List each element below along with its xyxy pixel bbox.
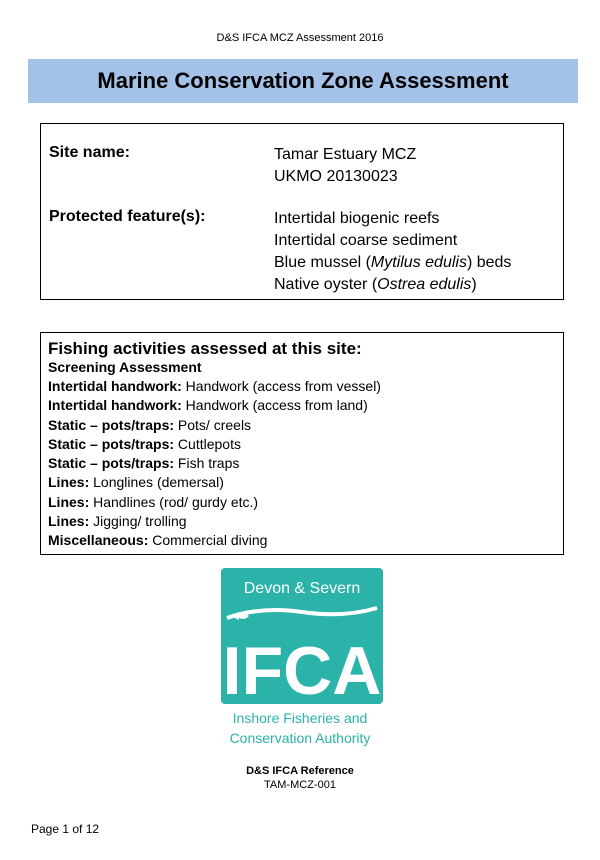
document-header: D&S IFCA MCZ Assessment 2016 (216, 32, 384, 44)
logo-top-text: Devon & Severn (243, 580, 361, 597)
reference-label: D&S IFCA Reference (246, 765, 354, 777)
feature-item: Blue mussel (Mytilus edulis) beds (274, 254, 512, 271)
fishing-activity-item: Intertidal handwork: Handwork (access from land) (48, 397, 368, 414)
feature-item: Native oyster (Ostrea edulis) (274, 276, 477, 293)
ifca-logo (221, 568, 383, 704)
fishing-activity-item: Lines: Jigging/ trolling (48, 513, 187, 530)
fishing-activity-item: Miscellaneous: Commercial diving (48, 532, 268, 549)
site-code: UKMO 20130023 (274, 168, 398, 185)
site-info-box (40, 123, 564, 300)
feature-item: Intertidal biogenic reefs (274, 210, 440, 227)
page-number: Page 1 of 12 (31, 822, 100, 836)
logo-subtitle-line: Conservation Authority (229, 730, 371, 746)
site-name-label: Site name: (49, 144, 130, 161)
site-name: Tamar Estuary MCZ (274, 146, 417, 163)
fishing-activity-item: Static – pots/traps: Cuttlepots (48, 435, 241, 452)
page-title (28, 59, 578, 103)
logo-subtitle (200, 708, 400, 748)
protected-features-list (274, 208, 511, 296)
fishing-activity-item: Lines: Longlines (demersal) (48, 474, 224, 491)
fishing-activities-box (40, 332, 564, 555)
logo-subtitle-line: Inshore Fisheries and (232, 710, 368, 726)
fishing-activity-item: Static – pots/traps: Fish traps (48, 455, 240, 472)
screening-assessment-heading: Screening Assessment (48, 359, 202, 375)
fishing-activity-item: Lines: Handlines (rod/ gurdy etc.) (48, 493, 259, 510)
protected-features-label: Protected feature(s): (49, 208, 206, 225)
document-reference (0, 764, 600, 792)
fishing-activity-item: Intertidal handwork: Handwork (access from vessel) (48, 378, 381, 394)
logo-mark-text: IFCA (222, 633, 382, 704)
fishing-activity-item: Static – pots/traps: Pots/ creels (48, 416, 252, 433)
page-title-text: Marine Conservation Zone Assessment (97, 68, 509, 93)
site-name-values (274, 144, 416, 188)
feature-item: Intertidal coarse sediment (274, 232, 458, 249)
fishing-activities-title: Fishing activities assessed at this site: (48, 339, 362, 358)
reference-code: TAM-MCZ-001 (264, 779, 336, 791)
